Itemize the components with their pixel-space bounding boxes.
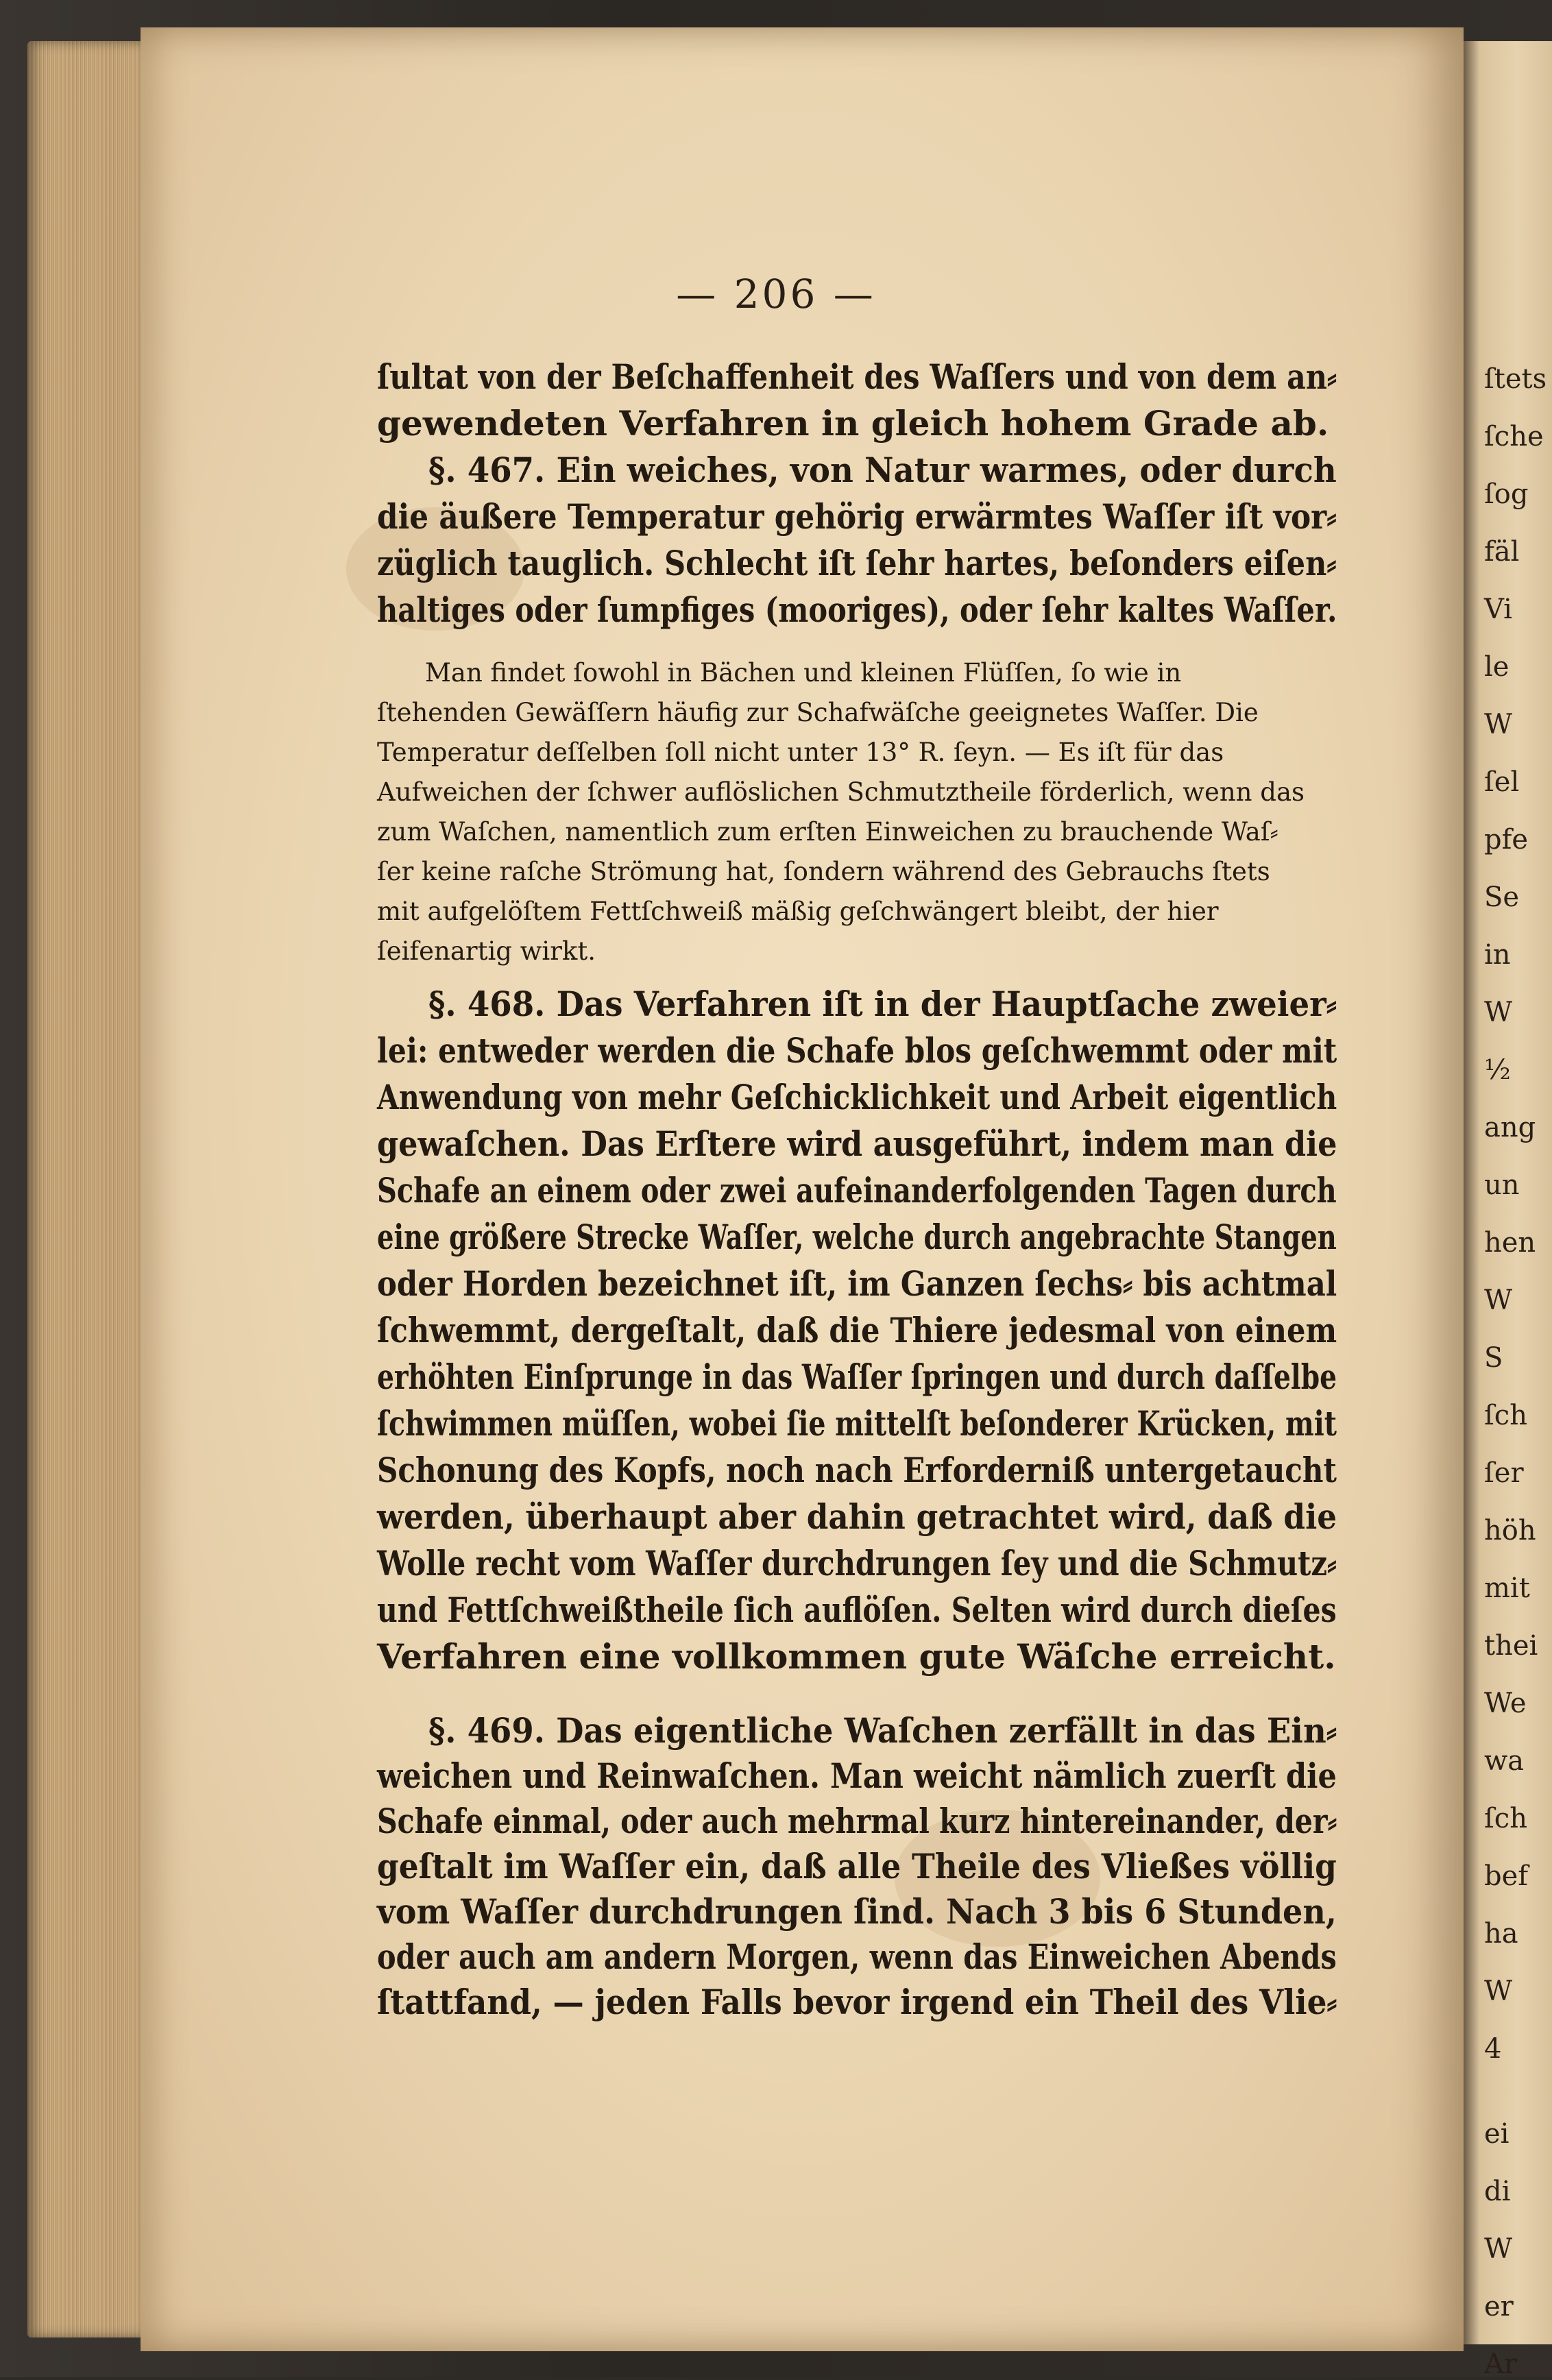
next-page-fragment: ſog <box>1484 478 1529 510</box>
next-page-fragment: er <box>1484 2291 1514 2322</box>
next-page-fragment: W <box>1484 997 1513 1028</box>
next-page-fragment: W <box>1484 2233 1513 2265</box>
next-page-fragment: höh <box>1484 1515 1536 1546</box>
next-page-fragment: We <box>1484 1688 1527 1719</box>
note-line: ſtehenden Gewäſſern häufig zur Schafwäſche geeignetes Waſſer. Die <box>377 698 1259 727</box>
body-line: die äußere Temperatur gehörig erwärmtes Waſſer iſt vor⸗ <box>377 496 1337 537</box>
note-line: Man findet ſowohl in Bächen und kleinen Flüſſen, ſo wie in <box>425 658 1182 688</box>
section-468-line: erhöhten Einſprunge in das Waſſer ſpringen und durch daſſelbe <box>377 1357 1337 1397</box>
next-page-fragment: di <box>1484 2176 1511 2207</box>
next-page-fragment: Se <box>1484 882 1520 913</box>
next-page-fragment: bef <box>1484 1860 1529 1892</box>
next-page-fragment: ſtets <box>1484 363 1547 395</box>
section-469-line: §. 469. Das eigentliche Waſchen zerfällt in das Ein⸗ <box>428 1710 1337 1751</box>
next-page-fragment: ſch <box>1484 1400 1527 1431</box>
next-page-fragment: mit <box>1484 1572 1530 1604</box>
next-page-fragment: pfe <box>1484 824 1529 855</box>
note-line: Temperatur deſſelben ſoll nicht unter 13° R. ſeyn. — Es iſt für das <box>377 738 1224 767</box>
section-468-line: eine größere Strecke Waſſer, welche durch angebrachte Stangen <box>377 1217 1337 1257</box>
section-468-line: Schonung des Kopfs, noch nach Erforderniß untergetaucht <box>377 1450 1337 1490</box>
next-page-fragment: fäl <box>1484 536 1520 568</box>
body-line: §. 467. Ein weiches, von Natur warmes, oder durch <box>428 450 1337 490</box>
next-page-fragment: Ar <box>1484 2348 1518 2380</box>
section-468-line: Anwendung von mehr Geſchicklichkeit und Arbeit eigentlich <box>377 1077 1337 1117</box>
section-468-line: ſchwemmt, dergeſtalt, daß die Thiere jedesmal von einem <box>377 1310 1337 1350</box>
next-page-sliver <box>1464 41 1552 2380</box>
next-page-fragment: ang <box>1484 1112 1536 1143</box>
note-line: ſer keine raſche Strömung hat, ſondern während des Gebrauchs ſtets <box>377 857 1270 886</box>
next-page-fragment: ei <box>1484 2118 1509 2150</box>
section-468-line: Wolle recht vom Waſſer durchdrungen ſey und die Schmutz⸗ <box>377 1543 1337 1583</box>
next-page-fragment: W <box>1484 709 1513 740</box>
body-line: haltiges oder ſumpfiges (mooriges), oder ſehr kaltes Waſſer. <box>377 590 1337 630</box>
next-page-fragment: W <box>1484 1285 1513 1316</box>
page-number: — 206 — <box>676 271 876 317</box>
next-page-fragment: ſche <box>1484 421 1544 452</box>
next-page-fragment: ha <box>1484 1918 1518 1950</box>
section-468-line: ſchwimmen müſſen, wobei ſie mittelſt beſonderer Krücken, mit <box>377 1403 1337 1444</box>
section-469-line: ſtattfand, — jeden Falls bevor irgend ein Theil des Vlie⸗ <box>377 1982 1337 2022</box>
body-line: ſultat von der Beſchaffenheit des Waſſers und von dem an⸗ <box>377 356 1337 397</box>
next-page-fragment: W <box>1484 1976 1513 2007</box>
next-page-fragment: ſch <box>1484 1803 1527 1834</box>
section-469-line: vom Waſſer durchdrungen ſind. Nach 3 bis 6 Stunden, <box>377 1891 1337 1932</box>
next-page-fragment: thei <box>1484 1630 1538 1662</box>
section-469-line: Schafe einmal, oder auch mehrmal kurz hintereinander, der⸗ <box>377 1801 1337 1841</box>
section-468-line: oder Horden bezeichnet iſt, im Ganzen ſechs⸗ bis achtmal <box>377 1263 1337 1304</box>
section-468-line: werden, überhaupt aber dahin getrachtet wird, daß die <box>377 1496 1337 1537</box>
note-line: ſeifenartig wirkt. <box>377 936 596 966</box>
note-line: zum Waſchen, namentlich zum erſten Einweichen zu brauchende Waſ⸗ <box>377 817 1278 847</box>
next-page-fragment: ½ <box>1484 1054 1511 1086</box>
body-line: gewendeten Verfahren in gleich hohem Grade ab. <box>377 403 1329 444</box>
next-page-fragment: S <box>1484 1342 1503 1374</box>
section-468-line: Verfahren eine vollkommen gute Wäſche erreicht. <box>377 1636 1336 1677</box>
next-page-fragment: Vi <box>1484 594 1512 625</box>
section-468-line: Schafe an einem oder zwei aufeinanderfolgenden Tagen durch <box>377 1170 1337 1211</box>
section-468-line: lei: entweder werden die Schafe blos geſchwemmt oder mit <box>377 1030 1337 1071</box>
note-line: mit aufgelöſtem Fettſchweiß mäßig geſchwängert bleibt, der hier <box>377 897 1219 926</box>
next-page-fragment: wa <box>1484 1745 1525 1777</box>
next-page-fragment: le <box>1484 651 1509 683</box>
section-468-line: und Fettſchweißtheile ſich auflöſen. Selten wird durch dieſes <box>377 1590 1337 1630</box>
next-page-fragment: in <box>1484 939 1511 971</box>
note-line: Aufweichen der ſchwer auflöslichen Schmutztheile förderlich, wenn das <box>377 777 1305 807</box>
next-page-fragment: 4 <box>1484 2033 1502 2065</box>
next-page-fragment: hen <box>1484 1227 1536 1259</box>
page-edges-stack <box>27 41 144 2338</box>
next-page-fragment: ſel <box>1484 766 1520 798</box>
section-468-line: gewaſchen. Das Erſtere wird ausgeführt, indem man die <box>377 1124 1337 1164</box>
next-page-fragment: un <box>1484 1169 1520 1201</box>
next-page-fragment: ſer <box>1484 1457 1524 1489</box>
section-469-line: oder auch am andern Morgen, wenn das Einweichen Abends <box>377 1936 1337 1977</box>
section-469-line: weichen und Reinwaſchen. Man weicht nämlich zuerſt die <box>377 1756 1337 1796</box>
section-468-line: §. 468. Das Verfahren iſt in der Hauptſache zweier⸗ <box>428 984 1337 1024</box>
section-469-line: geſtalt im Waſſer ein, daß alle Theile des Vließes völlig <box>377 1846 1337 1886</box>
body-line: züglich tauglich. Schlecht iſt ſehr hartes, beſonders eiſen⸗ <box>377 543 1337 583</box>
